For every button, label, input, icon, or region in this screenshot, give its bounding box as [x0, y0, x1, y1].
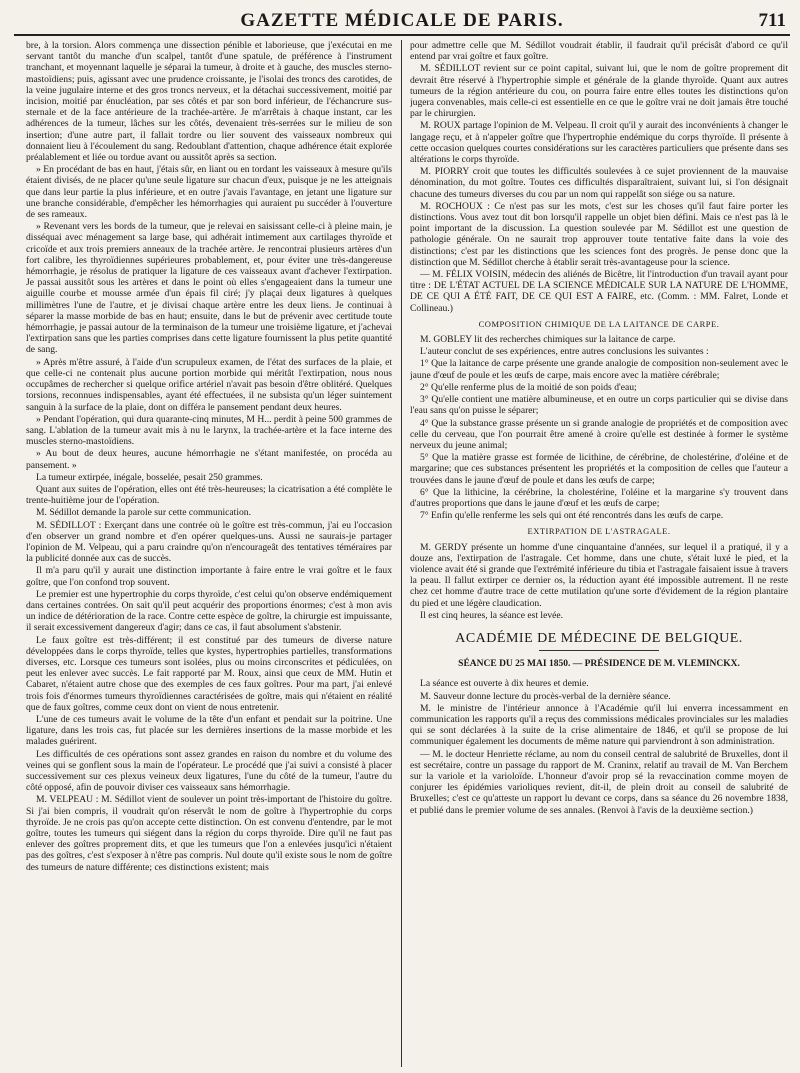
paragraph: M. SÉDILLOT : Exerçant dans une contrée où le goître est très-commun, j'ai eu l'occasion d'en observer un grand nombre et d'en opérer quelques-uns. Aussi ne saurais-je partager l'opinion de M. Velpeau, qui a paru craindre qu'on n'encourageât des tentatives téméraires par la publicité donnée aux cas de succès. — [26, 519, 392, 565]
paragraph: Il est cinq heures, la séance est levée. — [420, 609, 564, 621]
paragraph: Il m'a paru qu'il y aurait une distinction importante à faire entre le vrai goître et le faux goître, que l'on confond trop souvent. — [26, 565, 392, 588]
paragraph: » Au bout de deux heures, aucune hémorrhagie ne s'étant manifestée, on procéda au pansement. » — [26, 448, 392, 471]
paragraph: M. le ministre de l'intérieur annonce à l'Académie qu'il lui enverra incessamment en communication les rapports qu'il a reçus des commissions médicales provinciales sur les maladies qui se sont déclarées à la suite de la crise alimentaire de 1846, et qu'il se propose de lui communiquer également les documents de même nature qui parviendront à son administration. — [410, 702, 788, 748]
page-number: 711 — [758, 10, 786, 31]
paragraph: 6° Que la lithicine, la cérébrine, la cholestérine, l'oléine et la margarine s'y trouvent dans d'autres proportions que dans le jaune d'œuf et les œufs de carpe; — [410, 486, 788, 509]
paragraph: La séance est ouverte à dix heures et demie. — [420, 678, 589, 690]
paragraph: M. ROUX partage l'opinion de M. Velpeau. Il croit qu'il y aurait des inconvénients à changer le langage reçu, et à n'appeler goître que l'hypertrophie endémique du corps thyroïde. Il présente à cette occasion quelques courtes considérations sur les caractères particuliers que présente dans ses altérations le corps thyroïde. — [410, 120, 788, 166]
paragraph: 1° Que la laitance de carpe présente une grande analogie de composition non-seulement avec le jaune d'œuf de poule et les œufs de carpe, mais encore avec la matière cérébrale; — [410, 358, 788, 381]
paragraph: bre, à la torsion. Alors commença une dissection pénible et laborieuse, que j'exécutai en me servant tantôt du manche d'un scalpel, tantôt d'une spatule, de préférence à l'instrument tranchant, et moyennant laquelle je séparai la tumeur, à droite et à gauche, des muscles sterno-mastoïdiens; puis, agissant avec une prudence croissante, je l'isolai des troncs des carotides, de la veine jugulaire interne et des gros troncs nerveux, et la détachai successivement, moitié par incision, moitié par énucléation, par ses côtés et par son bord inférieur, de l'échancrure sus-sternale et de la face antérieure de la trachée-artère. Je m'arrêtais à chaque instant, car les adhérences de la tumeur, lâches sur les côtés, devenaient très-serrées sur le milieu de son insertion; d'une autre part, il fallait tordre ou lier souvent des vaisseaux nombreux qui donnaient lieu à l'écoulement du sang. Redoublant d'attention, chaque adhérence était explorée préalablement et liée ou tordue avant ou aussitôt après sa section. — [26, 40, 392, 164]
paragraph: M. PIORRY croit que toutes les difficultés soulevées à ce sujet proviennent de la mauvaise dénomination, du mot goître. Toutes ces difficultés disparaîtraient, suivant lui, si l'on désignait chacune des tumeurs diverses du cou par un nom qui rappelât son siége ou sa nature. — [410, 166, 788, 200]
paragraph: M. GERDY présente un homme d'une cinquantaine d'années, sur lequel il a pratiqué, il y a douze ans, l'extirpation de l'astragale. Cet homme, dans une chute, s'était luxé le pied, et la violence avait été si grande que l'extrémité inférieure du tibia et l'astragale faisaient issue à travers la peau. Il fallut extirper ce dernier os, la réduction ayant été impossible autrement. Il ne reste chez cet homme d'autre trace de cette mutilation qu'une sorte d'évidement de la région plantaire du pied et une légère claudication. — [410, 541, 788, 609]
paragraph: M. Sauveur donne lecture du procès-verbal de la dernière séance. — [420, 690, 671, 702]
page-header — [14, 8, 790, 36]
paragraph: L'auteur conclut de ses expériences, entre autres conclusions les suivantes : — [420, 346, 709, 358]
paragraph: — M. le docteur Henriette réclame, au nom du conseil central de salubrité de Bruxelles, dont il est secrétaire, contre un passage du rapport de M. Craninx, relatif au travail de M. Van Berchem sur la variole et la varioloïde. L'honneur d'avoir prop sé la revaccination comme moyen de conjurer les épidémies varioliques revient, dit-il, de plein droit au conseil de salubrité de Bruxelles; c'est ce qu'atteste un rapport lu devant ce corps, dans sa séance du 26 novembre 1838, et publié dans le premier volume de ses annales. (Renvoi à l'avis de la deuxième section.) — [410, 748, 788, 816]
journal-title: GAZETTE MÉDICALE DE PARIS. — [240, 10, 564, 31]
paragraph: 4° Que la substance grasse présente un si grande analogie de propriétés et de composition avec celle du cerveau, que l'on pourrait être amené à croire qu'elle est destinée à former le système nerveux du jeune animal; — [410, 417, 788, 451]
paragraph: La tumeur extirpée, inégale, bosselée, pesait 250 grammes. — [36, 471, 263, 483]
paragraph: M. Sédillot demande la parole sur cette communication. — [36, 507, 251, 519]
paragraph: » Pendant l'opération, qui dura quarante-cinq minutes, M H... perdit à peine 500 grammes de sang. L'ablation de la tumeur avait mis à nu le larynx, la trachée-artère et la face interne des muscles sterno-mastoïdiens. — [26, 413, 392, 448]
paragraph: Quant aux suites de l'opération, elles ont été très-heureuses; la cicatrisation a été complète le trente-huitième jour de l'opération. — [26, 483, 392, 507]
section-heading-astragale: EXTIRPATION DE L'ASTRAGALE. — [527, 526, 671, 537]
paragraph: » Revenant vers les bords de la tumeur, que je relevai en saisissant celle-ci à pleine main, je disséquai avec ménagement sa large base, qui adhérait intimement aux cartilages thyroïde et cricoïde et aux trois premiers anneaux de la trachée artère. Je rencontrai plusieurs artères d'un fort calibre, les thyroïdiennes supérieures probablement, et, pour éviter une très-dangereuse hémorrhagie, je résolus de pratiquer la ligature de ces vaisseaux avant d'achever l'extirpation. Je passai aussitôt sous les artères et dans le point où elles s'engageaient dans la tumeur une aiguille courbe et mousse armée d'un épais fil ciré; j'y plaçai deux ligatures à quelques millimètres l'une de l'autre, et je divisai chaque artère entre les deux liens. Je continuai à séparer la masse morbide de bas en haut; ensuite, dans le but de prévenir avec certitude toute hémorrhagie, je passai autour de la terminaison de la tumeur une troisième ligature, et j'achevai l'extirpation sans que les parties comprises dans cette ligature fournissent la plus petite quantité de sang. — [26, 221, 392, 356]
paragraph: — M. FÉLIX VOISIN, médecin des aliénés de Bicêtre, lit l'introduction d'un travail ayant pour titre : DE L'ÉTAT ACTUEL DE LA SCIENCE MÉDICALE SUR LA NATURE DE L'HOMME, DE CE QUI A ÉTÉ FAIT, DE CE QUI EST A FAIRE, etc. (Comm. : MM. Falret, Londe et Collineau.) — [410, 269, 788, 314]
section-heading-laitance: COMPOSITION CHIMIQUE DE LA LAITANCE DE CARPE. — [478, 318, 720, 329]
paragraph: pour admettre celle que M. Sédillot voudrait établir, il faudrait qu'il précisât d'abord ce qu'il entend par vrai goître et faux goître. — [410, 40, 788, 63]
column-divider — [401, 40, 402, 1067]
paragraph: Les difficultés de ces opérations sont assez grandes en raison du nombre et du volume des veines qui se gonflent sous la main de l'opérateur. Le procédé que j'ai suivi a consisté à placer successivement sur ces plexus veineux deux ligatures, l'une du côté de la tumeur, l'autre du côté opposé, afin de pouvoir diviser ces vaisseaux sans hémorrhagie. — [26, 748, 392, 794]
paragraph: 5° Que la matière grasse est formée de licithine, de cérébrine, de cholestérine, d'oléine et de margarine; que ces substances présentent les propriétés et la composition de celles que l'auteur a trouvées dans le jaune d'œuf de poule et dans les œufs de carpe; — [410, 452, 788, 486]
paragraph: L'une de ces tumeurs avait le volume de la tête d'un enfant et pendait sur la poitrine. Une ligature, dans les trois cas, fut placée sur les dernières insertions de la masse morbide et les malades guérirent. — [26, 713, 392, 748]
paragraph: 7° Enfin qu'elle renferme les sels qui ont été rencontrés dans les œufs de carpe. — [420, 510, 724, 522]
session-heading: SÉANCE DU 25 MAI 1850. — PRÉSIDENCE DE M. VLEMINCKX. — [458, 659, 740, 670]
paragraph: M. SÉDILLOT revient sur ce point capital, suivant lui, que le nom de goître proprement dit devrait être réservé à l'hypertrophie simple et générale de la glande thyroïde. Quant aux autres tumeurs de la région antérieure du cou, on pourra faire entre elles toutes les distinctions qu'on jugera convenables, mais celle-ci est essentielle en ce que le goître vrai ne doit jamais être touché par le chirurgien. — [410, 63, 788, 120]
paragraph: Le premier est une hypertrophie du corps thyroïde, c'est celui qu'on observe endémiquement dans certaines contrées. On sait qu'il peut acquérir des proportions énormes; c'est à mon avis un indice de détérioration de la race. Contre cette espèce de goître, la chirurgie est impuissante, il serait excessivement dangereux d'agir; dans ce cas, il faut absolument s'abstenir. — [26, 588, 392, 634]
paragraph: » Après m'être assuré, à l'aide d'un scrupuleux examen, de l'état des surfaces de la plaie, et que celle-ci ne contenait plus aucune portion morbide qui méritât l'extirpation, nous nous occupâmes de rechercher si quelque orifice artériel n'avait pas besoin d'être oblitéré. Quelques torsions, reconnues indispensables, ayant été effectuées, il ne subsista qu'un léger suintement sanguin à la surface de la plaie, dont on différa le pansement pendant deux heures. — [26, 356, 392, 413]
paragraph: M. GOBLEY lit des recherches chimiques sur la laitance de carpe. — [420, 334, 676, 346]
section-divider — [539, 650, 659, 651]
paragraph: 2° Qu'elle renferme plus de la moitié de son poids d'eau; — [420, 381, 637, 393]
paragraph: M. ROCHOUX : Ce n'est pas sur les mots, c'est sur les choses qu'il faut faire porter les distinctions. Vous avez tout dit bon lorsqu'il rappelle un objet bien défini. Mais ce n'est pas là le point important de la discussion. La question soulevée par M. Sédillot est une question de pathologie générale. On ne saurait trop approuver toute tentative faite dans la voie des distinctions; c'est par les distinctions que les sciences font des progrès. Je pense donc que la distinction que M. Sédillot cherche à établir serait très-avantageuse pour la science. — [410, 200, 788, 268]
paragraph: » En procédant de bas en haut, j'étais sûr, en liant ou en tordant les vaisseaux à mesure qu'ils étaient divisés, de ne placer qu'une seule ligature sur chacun d'eux, puisque je ne les atteignais que dans leur partie la plus inférieure, et en outre j'avais l'avantage, en jetant une ligature sur une branche considérable, d'empêcher les hémorrhagies qui auraient pu succéder à l'ouverture de ses rameaux. — [26, 164, 392, 221]
paragraph: Le faux goître est très-différent; il est constitué par des tumeurs de diverse nature développées dans le corps thyroïde, telles que kystes, hypertrophies partielles, transformations diverses, etc. Lorsque ces tumeurs sont isolées, plus ou moins circonscrites et pédiculées, on peut les enlever avec succès. Le fait rapporté par M. Roux, ainsi que ceux de MM. Hutin et Cabaret, n'étaient autre chose que des exemples de ces faux goîtres. Pour ma part, j'ai enlevé trois fois d'énormes tumeurs thyroïdiennes caractérisées de goître, mais qui n'étaient en réalité que de faux goîtres, comme ceux dont on vient de nous entretenir. — [26, 634, 392, 713]
paragraph: 3° Qu'elle contient une matière albumineuse, et en outre un corps particulier qui se divise dans l'eau sans qu'on puisse le séparer; — [410, 394, 788, 417]
academy-heading: ACADÉMIE DE MÉDECINE DE BELGIQUE. — [455, 630, 743, 646]
right-column — [410, 40, 788, 1067]
left-column — [26, 40, 392, 1067]
paragraph: M. VELPEAU : M. Sédillot vient de soulever un point très-important de l'histoire du goître. Si j'ai bien compris, il voudrait qu'on réservât le nom de goître à l'hypertrophie du corps thyroïde. Je ne crois pas qu'on accepte cette distinction. On est convenu d'entendre, par le mot goître, toutes les tumeurs qui siégent dans la région du corps thyroïde. Dire qu'il ne faut pas enlever des goîtres proprement dits, et que les tumeurs que l'on a enlevées jusqu'ici n'étaient pas des goîtres, c'est s'exposer à n'être pas compris. Nul doute qu'il existe sous le nom de goître des tumeurs de nature différente; ces distinctions existent; mais — [26, 794, 392, 873]
